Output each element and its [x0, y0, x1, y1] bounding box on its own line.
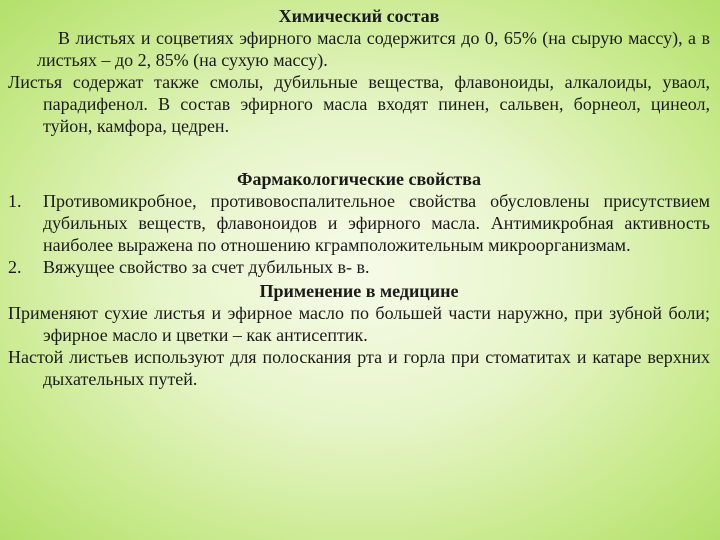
- list-item: [8, 190, 710, 256]
- medical-use-heading: Применение в медицине: [259, 281, 459, 301]
- list-item-text: Вяжущее свойство за счет дубильных в- в.: [43, 257, 370, 277]
- pharmacology-heading: Фармакологические свойства: [237, 169, 481, 189]
- chemical-composition-heading: Химический состав: [278, 6, 440, 26]
- pharmacology-section: [8, 168, 710, 278]
- leaf-constituents-paragraph: Листья содержат также смолы, дубильные вещества, флавоноиды, алкалоиды, уваол, парадифенол. В состав эфирного масла входят пинен, сальвен, борнеол, цинеол, туйон, камфора, цедрен.: [8, 72, 710, 136]
- essential-oil-content-paragraph: В листьях и соцветиях эфирного масла содержится до 0, 65% (на сырую массу), а в листьях – до 2, 85% (на сухую массу).: [37, 28, 710, 70]
- list-item-text: Противомикробное, противовоспалительное свойства обусловлены присутствием дубильных веществ, флавоноидов и эфирного масла. Антимикробная активность наиболее выражена по отношению кграмположительным микроорганизмам.: [43, 191, 710, 255]
- infusion-use-paragraph: Настой листьев используют для полоскания рта и горла при стоматитах и катаре верхних дыхательных путей.: [8, 347, 710, 389]
- pharmacology-list: [8, 190, 710, 278]
- list-item: [8, 256, 710, 278]
- medical-use-section: [8, 280, 710, 390]
- chemical-composition-section: [8, 5, 710, 137]
- list-number: 2.: [8, 257, 22, 277]
- list-number: 1.: [8, 191, 22, 211]
- external-use-paragraph: Применяют сухие листья и эфирное масло по большей части наружно, при зубной боли; эфирное масло и цветки – как антисептик.: [8, 303, 710, 345]
